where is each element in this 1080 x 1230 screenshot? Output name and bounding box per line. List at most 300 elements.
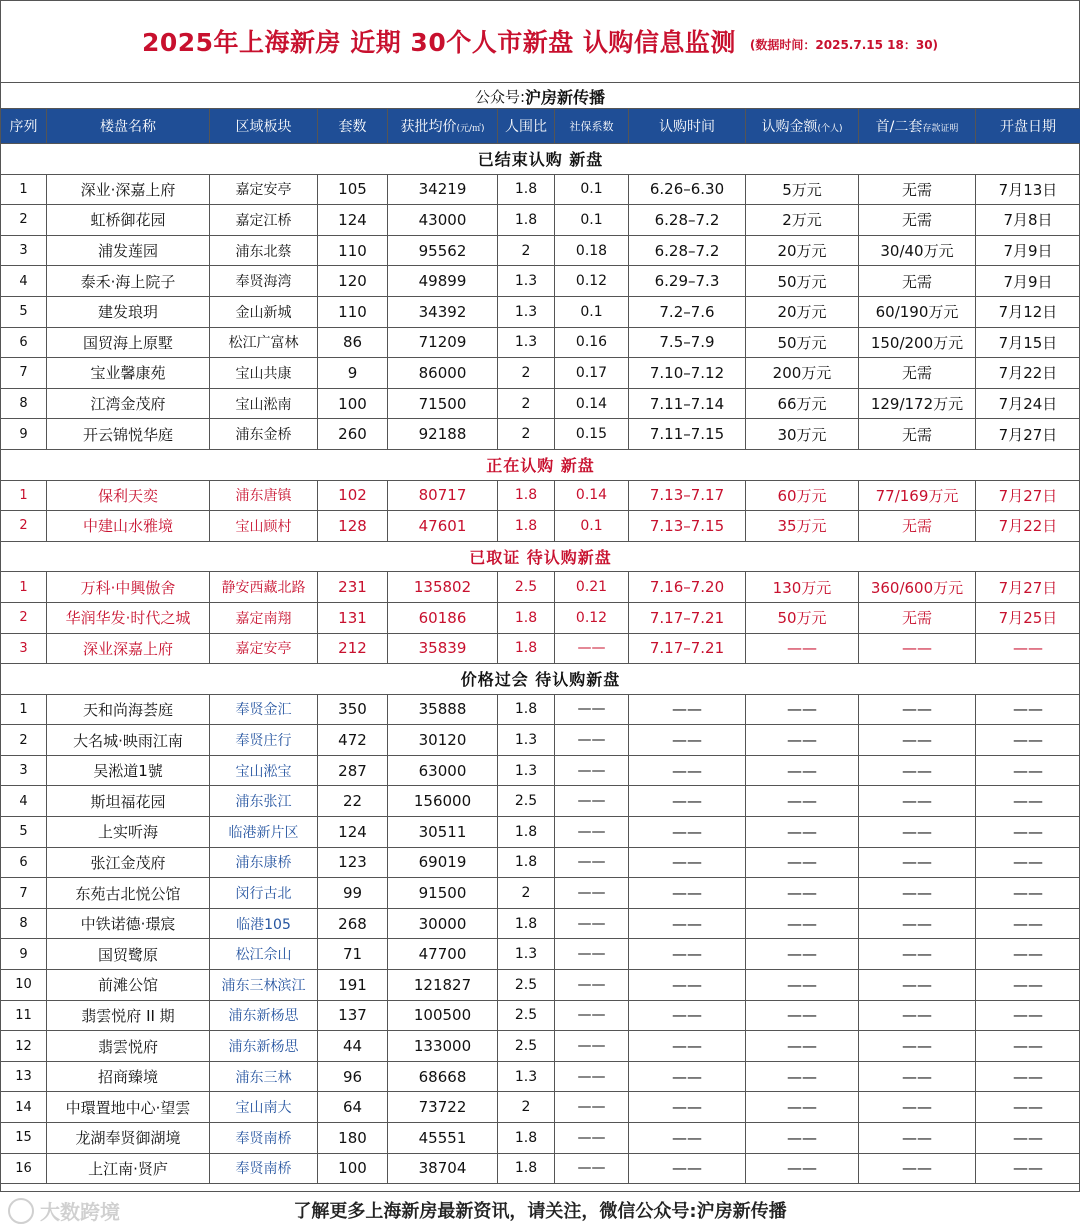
cell-price: 43000 bbox=[388, 205, 498, 236]
cell-social: —— bbox=[555, 939, 629, 970]
cell-amount: 50万元 bbox=[746, 266, 859, 297]
header-price-label: 获批均价 bbox=[400, 119, 457, 135]
header-social-label: 社保系数 bbox=[569, 120, 614, 133]
cell-deposit: —— bbox=[859, 786, 976, 817]
cell-idx: 2 bbox=[1, 511, 47, 542]
table-row bbox=[1, 1123, 1080, 1154]
cell-social: —— bbox=[555, 786, 629, 817]
cell-deposit: —— bbox=[859, 1153, 976, 1184]
cell-amount: 35万元 bbox=[746, 511, 859, 542]
cell-amount: 20万元 bbox=[746, 235, 859, 266]
cell-name: 斯坦福花园 bbox=[47, 786, 210, 817]
cell-district: 宝山淞宝 bbox=[210, 755, 318, 786]
cell-price: 45551 bbox=[388, 1123, 498, 1154]
cell-open: —— bbox=[976, 755, 1080, 786]
cell-ratio: 1.8 bbox=[498, 908, 555, 939]
table-row bbox=[1, 480, 1080, 511]
cell-amount: —— bbox=[746, 939, 859, 970]
cell-ratio: 1.8 bbox=[498, 817, 555, 848]
cell-name: 东苑古北悦公馆 bbox=[47, 878, 210, 909]
cell-time: 6.28–7.2 bbox=[629, 205, 746, 236]
cell-time: 7.17–7.21 bbox=[629, 633, 746, 664]
cell-units: 212 bbox=[318, 633, 388, 664]
cell-deposit: 60/190万元 bbox=[859, 296, 976, 327]
cell-social: 0.1 bbox=[555, 511, 629, 542]
cell-amount: —— bbox=[746, 908, 859, 939]
cell-ratio: 1.8 bbox=[498, 480, 555, 511]
section-title: 价格过会 待认购新盘 bbox=[1, 664, 1080, 695]
watermark-text: 大数跨境 bbox=[40, 1200, 120, 1224]
cell-district: 奉贤海湾 bbox=[210, 266, 318, 297]
cell-social: 0.21 bbox=[555, 572, 629, 603]
cell-time: —— bbox=[629, 786, 746, 817]
cell-name: 张江金茂府 bbox=[47, 847, 210, 878]
cell-social: —— bbox=[555, 1031, 629, 1062]
cell-idx: 1 bbox=[1, 174, 47, 205]
cell-open: 7月27日 bbox=[976, 572, 1080, 603]
title-bar bbox=[0, 0, 1080, 82]
cell-social: 0.12 bbox=[555, 602, 629, 633]
cell-time: —— bbox=[629, 817, 746, 848]
header-row bbox=[1, 109, 1080, 144]
table-row bbox=[1, 572, 1080, 603]
table-row bbox=[1, 174, 1080, 205]
cell-deposit: 无需 bbox=[859, 174, 976, 205]
cell-ratio: 1.3 bbox=[498, 725, 555, 756]
cell-price: 68668 bbox=[388, 1061, 498, 1092]
cell-units: 9 bbox=[318, 358, 388, 389]
cell-open: 7月12日 bbox=[976, 296, 1080, 327]
cell-price: 156000 bbox=[388, 786, 498, 817]
cell-amount: 60万元 bbox=[746, 480, 859, 511]
cell-deposit: —— bbox=[859, 755, 976, 786]
cell-price: 47601 bbox=[388, 511, 498, 542]
section-header-row bbox=[1, 541, 1080, 572]
cell-price: 73722 bbox=[388, 1092, 498, 1123]
section-header-row bbox=[1, 144, 1080, 175]
cell-time: 7.11–7.14 bbox=[629, 388, 746, 419]
header-time: 认购时间 bbox=[629, 109, 746, 144]
table-row bbox=[1, 1031, 1080, 1062]
cell-time: 7.5–7.9 bbox=[629, 327, 746, 358]
table-row bbox=[1, 327, 1080, 358]
table-row bbox=[1, 205, 1080, 236]
cell-name: 国贸海上原墅 bbox=[47, 327, 210, 358]
cell-open: 7月24日 bbox=[976, 388, 1080, 419]
cell-deposit: 无需 bbox=[859, 511, 976, 542]
cell-price: 69019 bbox=[388, 847, 498, 878]
cell-idx: 3 bbox=[1, 235, 47, 266]
footer-text: 了解更多上海新房最新资讯，请关注，微信公众号: bbox=[293, 1201, 697, 1222]
cell-time: 7.2–7.6 bbox=[629, 296, 746, 327]
cell-units: 44 bbox=[318, 1031, 388, 1062]
cell-units: 180 bbox=[318, 1123, 388, 1154]
cell-social: 0.14 bbox=[555, 480, 629, 511]
cell-amount: 66万元 bbox=[746, 388, 859, 419]
cell-social: 0.15 bbox=[555, 419, 629, 450]
cell-district: 嘉定安亭 bbox=[210, 633, 318, 664]
cell-amount: —— bbox=[746, 694, 859, 725]
cell-open: 7月22日 bbox=[976, 358, 1080, 389]
cell-units: 191 bbox=[318, 970, 388, 1001]
cell-time: 6.28–7.2 bbox=[629, 235, 746, 266]
cell-amount: —— bbox=[746, 970, 859, 1001]
cell-ratio: 1.3 bbox=[498, 939, 555, 970]
table-row bbox=[1, 358, 1080, 389]
cell-idx: 10 bbox=[1, 970, 47, 1001]
cell-amount: —— bbox=[746, 1000, 859, 1031]
cell-name: 深业·深嘉上府 bbox=[47, 174, 210, 205]
cell-idx: 15 bbox=[1, 1123, 47, 1154]
listings-table bbox=[0, 108, 1080, 1184]
cell-time: —— bbox=[629, 1031, 746, 1062]
cell-district: 临港105 bbox=[210, 908, 318, 939]
cell-district: 宝山淞南 bbox=[210, 388, 318, 419]
cell-units: 350 bbox=[318, 694, 388, 725]
cell-social: —— bbox=[555, 1061, 629, 1092]
data-time-note: (数据时间：2025.7.15 18：30) bbox=[749, 37, 939, 52]
table-row bbox=[1, 419, 1080, 450]
cell-idx: 7 bbox=[1, 878, 47, 909]
cell-time: 7.11–7.15 bbox=[629, 419, 746, 450]
cell-name: 大名城·映雨江南 bbox=[47, 725, 210, 756]
cell-units: 123 bbox=[318, 847, 388, 878]
section-title: 已结束认购 新盘 bbox=[1, 144, 1080, 175]
cell-time: —— bbox=[629, 1153, 746, 1184]
cell-deposit: 无需 bbox=[859, 358, 976, 389]
cell-deposit: 129/172万元 bbox=[859, 388, 976, 419]
cell-time: —— bbox=[629, 1092, 746, 1123]
cell-amount: —— bbox=[746, 1061, 859, 1092]
table-row bbox=[1, 970, 1080, 1001]
footer bbox=[0, 1190, 1080, 1230]
cell-deposit: —— bbox=[859, 1061, 976, 1092]
cell-ratio: 1.8 bbox=[498, 511, 555, 542]
cell-time: —— bbox=[629, 970, 746, 1001]
cell-name: 宝业馨康苑 bbox=[47, 358, 210, 389]
cell-open: —— bbox=[976, 970, 1080, 1001]
cell-deposit: —— bbox=[859, 633, 976, 664]
cell-name: 建发琅玥 bbox=[47, 296, 210, 327]
table-row bbox=[1, 847, 1080, 878]
cell-ratio: 2 bbox=[498, 1092, 555, 1123]
header-deposit-label: 首/二套 bbox=[875, 119, 923, 135]
cell-open: 7月9日 bbox=[976, 266, 1080, 297]
cell-social: —— bbox=[555, 694, 629, 725]
cell-social: —— bbox=[555, 633, 629, 664]
cell-idx: 4 bbox=[1, 266, 47, 297]
cell-name: 上实听海 bbox=[47, 817, 210, 848]
header-social bbox=[555, 109, 629, 144]
header-deposit-unit: 存款证明 bbox=[922, 124, 959, 134]
cell-district: 浦东北蔡 bbox=[210, 235, 318, 266]
cell-units: 120 bbox=[318, 266, 388, 297]
section-header-row bbox=[1, 664, 1080, 695]
cell-ratio: 2 bbox=[498, 878, 555, 909]
table-row bbox=[1, 817, 1080, 848]
cell-deposit: —— bbox=[859, 817, 976, 848]
cell-ratio: 1.3 bbox=[498, 296, 555, 327]
cell-district: 宝山南大 bbox=[210, 1092, 318, 1123]
cell-social: 0.1 bbox=[555, 174, 629, 205]
cell-district: 浦东三林 bbox=[210, 1061, 318, 1092]
cell-ratio: 1.3 bbox=[498, 266, 555, 297]
cell-units: 110 bbox=[318, 296, 388, 327]
cell-idx: 1 bbox=[1, 480, 47, 511]
cell-deposit: —— bbox=[859, 1000, 976, 1031]
cell-idx: 2 bbox=[1, 725, 47, 756]
cell-open: —— bbox=[976, 1153, 1080, 1184]
cell-ratio: 1.8 bbox=[498, 602, 555, 633]
cell-open: 7月15日 bbox=[976, 327, 1080, 358]
header-idx: 序列 bbox=[1, 109, 47, 144]
cell-district: 浦东新杨思 bbox=[210, 1000, 318, 1031]
cell-social: —— bbox=[555, 1092, 629, 1123]
cell-amount: —— bbox=[746, 878, 859, 909]
cell-amount: 50万元 bbox=[746, 602, 859, 633]
cell-idx: 6 bbox=[1, 327, 47, 358]
cell-price: 38704 bbox=[388, 1153, 498, 1184]
cell-ratio: 2.5 bbox=[498, 786, 555, 817]
cell-amount: 130万元 bbox=[746, 572, 859, 603]
cell-ratio: 1.8 bbox=[498, 847, 555, 878]
table-row bbox=[1, 786, 1080, 817]
table-row bbox=[1, 1000, 1080, 1031]
cell-price: 60186 bbox=[388, 602, 498, 633]
cell-open: —— bbox=[976, 694, 1080, 725]
cell-social: 0.12 bbox=[555, 266, 629, 297]
cell-idx: 1 bbox=[1, 694, 47, 725]
cell-price: 92188 bbox=[388, 419, 498, 450]
table-row bbox=[1, 388, 1080, 419]
cell-units: 131 bbox=[318, 602, 388, 633]
cell-units: 231 bbox=[318, 572, 388, 603]
cell-name: 招商臻境 bbox=[47, 1061, 210, 1092]
cell-amount: —— bbox=[746, 755, 859, 786]
cell-price: 34219 bbox=[388, 174, 498, 205]
table-row bbox=[1, 1061, 1080, 1092]
cell-deposit: 30/40万元 bbox=[859, 235, 976, 266]
section-title: 正在认购 新盘 bbox=[1, 449, 1080, 480]
cell-open: —— bbox=[976, 633, 1080, 664]
cell-idx: 2 bbox=[1, 205, 47, 236]
cell-name: 吴淞道1號 bbox=[47, 755, 210, 786]
cell-name: 开云锦悦华庭 bbox=[47, 419, 210, 450]
cell-price: 30000 bbox=[388, 908, 498, 939]
cell-name: 翡雲悦府 II 期 bbox=[47, 1000, 210, 1031]
cell-district: 奉贤南桥 bbox=[210, 1123, 318, 1154]
table-row bbox=[1, 511, 1080, 542]
cell-social: 0.1 bbox=[555, 296, 629, 327]
cell-units: 472 bbox=[318, 725, 388, 756]
cell-name: 江湾金茂府 bbox=[47, 388, 210, 419]
cell-idx: 4 bbox=[1, 786, 47, 817]
cell-district: 浦东金桥 bbox=[210, 419, 318, 450]
section-header-row bbox=[1, 449, 1080, 480]
cell-deposit: —— bbox=[859, 1031, 976, 1062]
cell-open: —— bbox=[976, 908, 1080, 939]
cell-price: 95562 bbox=[388, 235, 498, 266]
cell-ratio: 1.8 bbox=[498, 205, 555, 236]
table-row bbox=[1, 633, 1080, 664]
cell-units: 100 bbox=[318, 388, 388, 419]
cell-deposit: 无需 bbox=[859, 266, 976, 297]
cell-time: —— bbox=[629, 694, 746, 725]
cell-price: 80717 bbox=[388, 480, 498, 511]
header-price bbox=[388, 109, 498, 144]
cell-deposit: 无需 bbox=[859, 205, 976, 236]
cell-district: 松江广富林 bbox=[210, 327, 318, 358]
cell-name: 保利天奕 bbox=[47, 480, 210, 511]
cell-amount: 50万元 bbox=[746, 327, 859, 358]
cell-social: —— bbox=[555, 755, 629, 786]
cell-amount: —— bbox=[746, 1031, 859, 1062]
cell-price: 49899 bbox=[388, 266, 498, 297]
table-row bbox=[1, 1092, 1080, 1123]
cell-idx: 6 bbox=[1, 847, 47, 878]
cell-name: 天和尚海荟庭 bbox=[47, 694, 210, 725]
cell-open: —— bbox=[976, 878, 1080, 909]
cell-name: 中铁诺德·璟宸 bbox=[47, 908, 210, 939]
cell-ratio: 1.8 bbox=[498, 1123, 555, 1154]
cell-amount: 30万元 bbox=[746, 419, 859, 450]
section-title: 已取证 待认购新盘 bbox=[1, 541, 1080, 572]
table-row bbox=[1, 1153, 1080, 1184]
cell-ratio: 2 bbox=[498, 358, 555, 389]
cell-idx: 8 bbox=[1, 908, 47, 939]
cell-price: 100500 bbox=[388, 1000, 498, 1031]
cell-ratio: 1.3 bbox=[498, 327, 555, 358]
cell-time: 7.13–7.15 bbox=[629, 511, 746, 542]
cell-deposit: —— bbox=[859, 694, 976, 725]
cell-open: 7月9日 bbox=[976, 235, 1080, 266]
cell-ratio: 2 bbox=[498, 388, 555, 419]
cell-units: 105 bbox=[318, 174, 388, 205]
cell-time: —— bbox=[629, 908, 746, 939]
cell-open: 7月27日 bbox=[976, 419, 1080, 450]
cell-time: 7.17–7.21 bbox=[629, 602, 746, 633]
header-name: 楼盘名称 bbox=[47, 109, 210, 144]
cell-idx: 12 bbox=[1, 1031, 47, 1062]
watermark-logo-icon bbox=[8, 1198, 34, 1224]
cell-open: —— bbox=[976, 817, 1080, 848]
cell-district: 松江佘山 bbox=[210, 939, 318, 970]
cell-name: 中環置地中心·望雲 bbox=[47, 1092, 210, 1123]
cell-name: 翡雲悦府 bbox=[47, 1031, 210, 1062]
cell-district: 浦东康桥 bbox=[210, 847, 318, 878]
cell-ratio: 1.8 bbox=[498, 633, 555, 664]
cell-amount: 200万元 bbox=[746, 358, 859, 389]
cell-open: —— bbox=[976, 1092, 1080, 1123]
cell-open: 7月25日 bbox=[976, 602, 1080, 633]
cell-time: —— bbox=[629, 1061, 746, 1092]
cell-price: 135802 bbox=[388, 572, 498, 603]
cell-district: 宝山顾村 bbox=[210, 511, 318, 542]
cell-social: —— bbox=[555, 1123, 629, 1154]
cell-amount: —— bbox=[746, 1092, 859, 1123]
cell-social: 0.14 bbox=[555, 388, 629, 419]
table-body bbox=[1, 144, 1080, 1184]
cell-name: 万科·中興傲舍 bbox=[47, 572, 210, 603]
cell-district: 嘉定安亭 bbox=[210, 174, 318, 205]
page-title: 2025年上海新房 近期 30个人市新盘 认购信息监测 bbox=[141, 28, 736, 57]
header-amount-unit: (个人) bbox=[817, 124, 843, 134]
cell-social: —— bbox=[555, 1153, 629, 1184]
cell-price: 30511 bbox=[388, 817, 498, 848]
cell-open: —— bbox=[976, 1031, 1080, 1062]
cell-price: 71209 bbox=[388, 327, 498, 358]
cell-open: —— bbox=[976, 725, 1080, 756]
footer-account: 沪房新传播 bbox=[696, 1201, 787, 1222]
cell-deposit: —— bbox=[859, 725, 976, 756]
cell-idx: 8 bbox=[1, 388, 47, 419]
table-row bbox=[1, 266, 1080, 297]
cell-idx: 3 bbox=[1, 633, 47, 664]
cell-price: 47700 bbox=[388, 939, 498, 970]
cell-ratio: 1.8 bbox=[498, 1153, 555, 1184]
cell-time: —— bbox=[629, 939, 746, 970]
cell-time: —— bbox=[629, 725, 746, 756]
cell-name: 华润华发·时代之城 bbox=[47, 602, 210, 633]
header-open: 开盘日期 bbox=[976, 109, 1080, 144]
cell-idx: 3 bbox=[1, 755, 47, 786]
cell-district: 嘉定南翔 bbox=[210, 602, 318, 633]
cell-open: —— bbox=[976, 1123, 1080, 1154]
cell-units: 71 bbox=[318, 939, 388, 970]
cell-idx: 5 bbox=[1, 817, 47, 848]
cell-open: —— bbox=[976, 1061, 1080, 1092]
cell-open: 7月8日 bbox=[976, 205, 1080, 236]
cell-ratio: 2.5 bbox=[498, 1000, 555, 1031]
cell-amount: 2万元 bbox=[746, 205, 859, 236]
cell-district: 浦东唐镇 bbox=[210, 480, 318, 511]
cell-amount: —— bbox=[746, 847, 859, 878]
cell-units: 124 bbox=[318, 817, 388, 848]
cell-idx: 9 bbox=[1, 419, 47, 450]
cell-price: 63000 bbox=[388, 755, 498, 786]
header-ratio: 人围比 bbox=[498, 109, 555, 144]
cell-idx: 5 bbox=[1, 296, 47, 327]
cell-deposit: —— bbox=[859, 908, 976, 939]
cell-district: 嘉定江桥 bbox=[210, 205, 318, 236]
cell-name: 国贸鹭原 bbox=[47, 939, 210, 970]
cell-price: 91500 bbox=[388, 878, 498, 909]
cell-social: —— bbox=[555, 817, 629, 848]
table-row bbox=[1, 602, 1080, 633]
header-amount bbox=[746, 109, 859, 144]
cell-ratio: 1.3 bbox=[498, 1061, 555, 1092]
cell-time: 7.16–7.20 bbox=[629, 572, 746, 603]
cell-name: 上江南·贤庐 bbox=[47, 1153, 210, 1184]
cell-name: 泰禾·海上院子 bbox=[47, 266, 210, 297]
cell-deposit: 无需 bbox=[859, 602, 976, 633]
cell-deposit: —— bbox=[859, 1123, 976, 1154]
cell-time: —— bbox=[629, 755, 746, 786]
cell-units: 124 bbox=[318, 205, 388, 236]
cell-open: 7月22日 bbox=[976, 511, 1080, 542]
cell-price: 86000 bbox=[388, 358, 498, 389]
cell-deposit: —— bbox=[859, 939, 976, 970]
cell-price: 35839 bbox=[388, 633, 498, 664]
cell-deposit: 150/200万元 bbox=[859, 327, 976, 358]
cell-amount: 20万元 bbox=[746, 296, 859, 327]
cell-social: 0.1 bbox=[555, 205, 629, 236]
watermark bbox=[8, 1196, 120, 1225]
cell-social: 0.18 bbox=[555, 235, 629, 266]
cell-district: 浦东张江 bbox=[210, 786, 318, 817]
cell-open: 7月13日 bbox=[976, 174, 1080, 205]
cell-idx: 2 bbox=[1, 602, 47, 633]
